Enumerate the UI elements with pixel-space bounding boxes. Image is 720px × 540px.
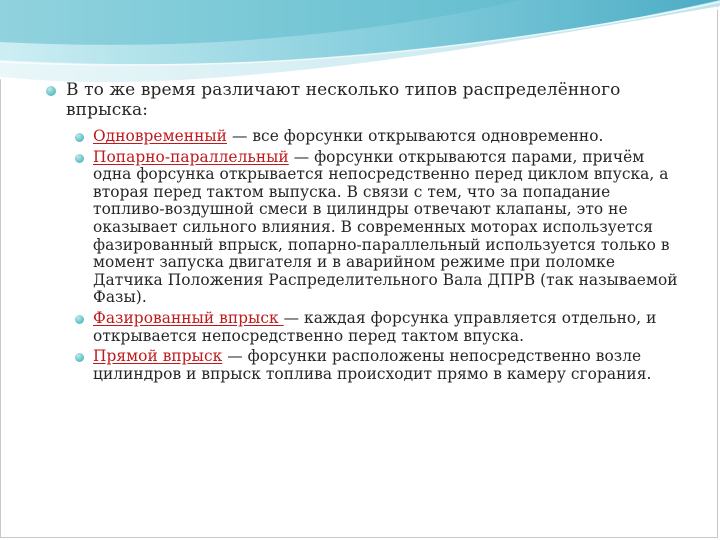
term-link-direct[interactable]: Прямой впрыск: [93, 347, 223, 366]
bullet-icon: [75, 353, 84, 362]
term-link-pairwise-parallel[interactable]: Попарно-параллельный: [93, 147, 289, 166]
list-item-phased: [75, 310, 686, 345]
item-description: — форсунки открываются парами, причём одна форсунка открывается непосредственно перед циклом впуска, а вторая перед тактом выпуска. В связи с тем, что за попадание топливо-воздушной смеси в цилиндры отвечают клапаны, это не оказывает сильного влияния. В современных моторах используется фазированный впрыск, попарно-параллельный используется только в момент запуска двигателя и в аварийном режиме при поломке Датчика Положения Распределительного Вала ДПРВ (так называемой Фазы).: [93, 147, 678, 307]
term-link-simultaneous[interactable]: Одновременный: [93, 127, 227, 145]
header-wave-decoration: [0, 0, 720, 90]
slide-content: [46, 80, 686, 386]
bullet-icon: [75, 133, 84, 142]
list-item-simultaneous: [75, 128, 686, 146]
bullet-icon: [75, 315, 84, 324]
item-description: — форсунки расположены непосредственно возле цилиндров и впрыск топлива происходит прямо в камеру сгорания.: [93, 347, 652, 383]
item-description: — каждая форсунка управляется отдельно, и открывается непосредственно перед тактом впуска.: [93, 308, 657, 345]
main-point-text: В то же время различают несколько типов распределённого впрыска:: [66, 80, 621, 120]
injection-types-list: [75, 128, 686, 383]
bullet-icon: [75, 154, 84, 163]
list-item-direct: [75, 348, 686, 383]
item-description: — все форсунки открываются одновременно.: [227, 127, 604, 145]
term-link-phased[interactable]: Фазированный впрыск: [93, 308, 284, 327]
main-bullet-point: [46, 80, 686, 120]
list-item-pairwise-parallel: [75, 149, 686, 307]
bullet-icon: [46, 86, 56, 96]
